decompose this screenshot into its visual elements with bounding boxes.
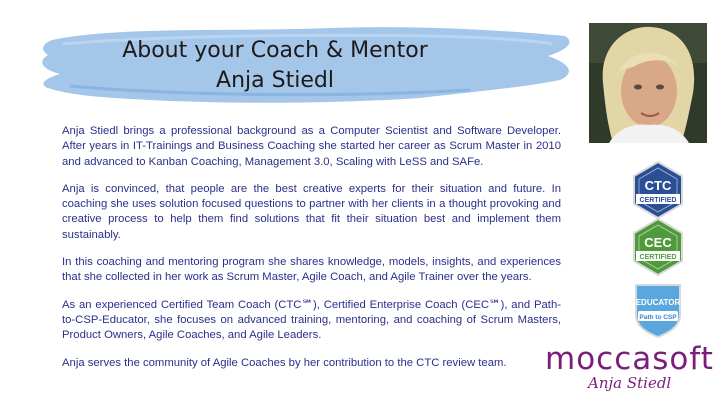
bio-text <box>62 124 561 383</box>
educator-badge-label: EDUCATOR <box>635 298 681 307</box>
title-line-heading: About your Coach & Mentor <box>122 38 428 63</box>
logo-wordmark: moccasoft <box>545 341 714 377</box>
moccasoft-logo <box>545 341 714 399</box>
bio-paragraph: Anja is convinced, that people are the best creative experts for their situation and future. In coaching she uses solution focused questions to partner with her clients in a thought provoking and creative process to help them find solutions that fit their situation best and implement them sustainably. <box>62 182 561 241</box>
page-title <box>40 36 510 96</box>
ctc-badge <box>628 160 688 220</box>
ctc-badge-icon <box>628 160 688 220</box>
ctc-badge-ribbon: CERTIFIED <box>639 197 677 204</box>
cec-badge-label: CEC <box>644 235 672 250</box>
educator-badge-ribbon: Path to CSP <box>639 314 677 321</box>
educator-badge <box>628 279 688 339</box>
logo-signature: Anja Stiedl <box>588 374 672 392</box>
cec-badge-icon <box>628 217 688 277</box>
ctc-badge-label: CTC <box>644 178 672 193</box>
educator-badge-icon <box>628 279 688 339</box>
title-line-name: Anja Stiedl <box>216 68 334 93</box>
bio-paragraph: In this coaching and mentoring program she shares knowledge, models, insights, and experiences that she collected in her work as Scrum Master, Agile Coach, and Agile Trainer over the years. <box>62 256 561 284</box>
portrait-photo-icon <box>589 23 707 143</box>
cec-badge-ribbon: CERTIFIED <box>639 254 677 261</box>
bio-paragraph: Anja serves the community of Agile Coaches by her contribution to the CTC review team. <box>62 356 507 369</box>
coach-portrait <box>589 23 707 143</box>
bio-paragraph: Anja Stiedl brings a professional background as a Computer Scientist and Software Developer. After years in IT-Trainings and Business Coaching she started her career as Scrum Master in 2010 and advanced to Kanban Coaching, Management 3.0, Scaling with LeSS and SAFe. <box>62 125 561 168</box>
bio-paragraph: As an experienced Certified Team Coach (CTC℠), Certified Enterprise Coach (CEC℠), and Path-to-CSP-Educator, she focuses on advanced training, mentoring, and coaching of Scrum Masters, Product Owners, Agile Coaches, and Agile Leaders. <box>62 298 561 342</box>
cec-badge <box>628 217 688 277</box>
